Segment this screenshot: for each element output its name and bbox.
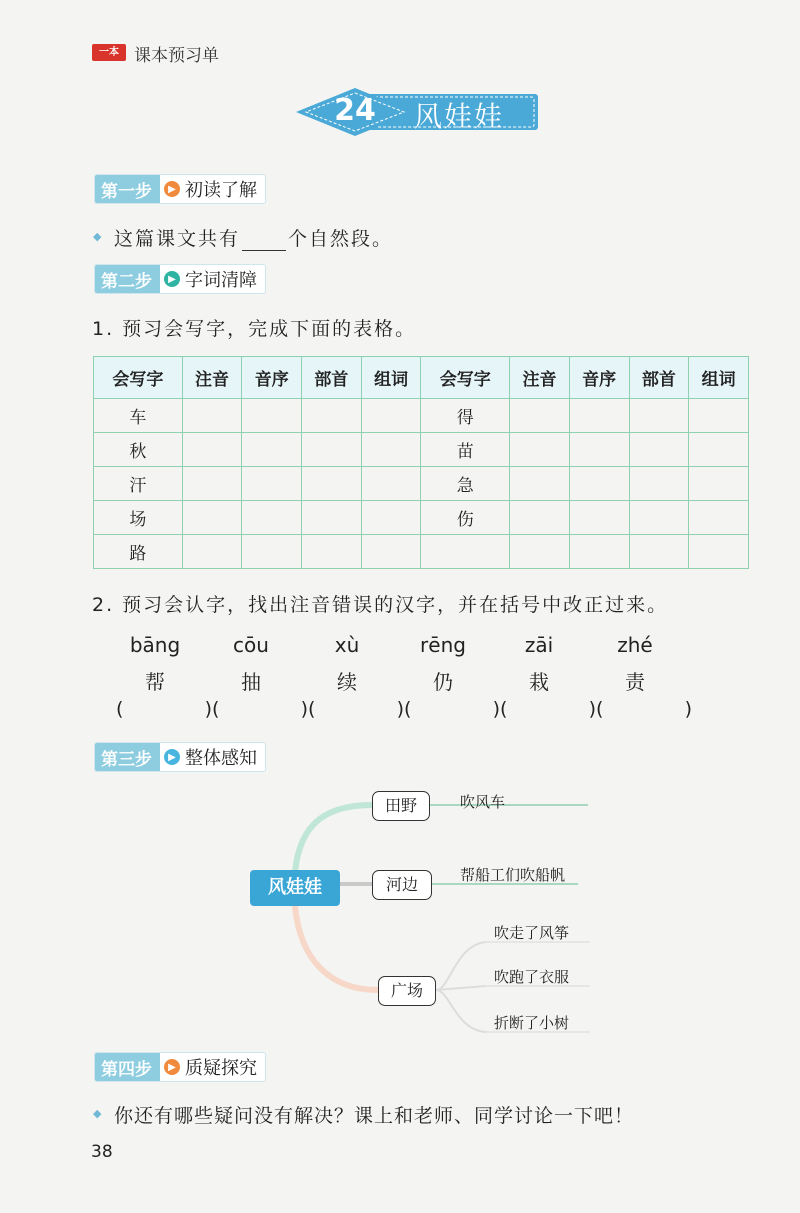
table-header: 组词 (361, 357, 421, 399)
hanzi-char: 抽 (241, 670, 261, 694)
mindmap-place: 田野 (372, 791, 430, 821)
paren-close: ) (204, 698, 212, 720)
step-4-label (94, 1052, 266, 1082)
pinyin-label: rēng (420, 633, 466, 657)
step-1-question-before: 这篇课文共有 (114, 228, 241, 250)
chevron-right-icon: ▶ (164, 271, 180, 287)
paren-open: ( (404, 698, 412, 720)
page-number: 38 (91, 1142, 113, 1162)
hanzi-char: 栽 (529, 670, 549, 694)
pinyin-label: zhé (617, 633, 653, 657)
mindmap-center: 风娃娃 (250, 870, 340, 906)
step-1-text: 初读了解 (185, 180, 257, 201)
mindmap-leaf: 吹风车 (460, 793, 506, 811)
table-cell-char: 路 (94, 535, 183, 569)
table-cell-char: 汗 (94, 467, 183, 501)
hanzi-char: 仍 (433, 670, 453, 694)
paren-open: ( (308, 698, 316, 720)
table-header: 部首 (302, 357, 362, 399)
paren-close: ) (492, 698, 500, 720)
paren-close: ) (684, 698, 692, 720)
table-header: 注音 (510, 357, 570, 399)
hanzi-char: 续 (337, 670, 357, 694)
step-3-name: 第三步 (95, 743, 160, 771)
pinyin-label: zāi (524, 633, 554, 657)
step-2-text: 字词清障 (185, 270, 257, 291)
question-2: 2. 预习会认字，找出注音错误的汉字，并在括号中改正过来。 (92, 594, 669, 616)
table-cell-char: 车 (94, 399, 183, 433)
table-header: 会写字 (421, 357, 510, 399)
table-header: 音序 (569, 357, 629, 399)
paren-close: ) (396, 698, 404, 720)
paren-open: ( (500, 698, 508, 720)
table-header: 会写字 (94, 357, 183, 399)
step-2-name: 第二步 (95, 265, 160, 293)
step-4-text: 质疑探究 (185, 1058, 257, 1079)
mindmap-place: 河边 (372, 870, 432, 900)
paren-open: ( (116, 698, 124, 720)
paren-open: ( (596, 698, 604, 720)
table-cell-char: 急 (421, 467, 510, 501)
step-4-question: 你还有哪些疑问没有解决？课上和老师、同学讨论一下吧！ (114, 1105, 635, 1127)
mindmap-leaf: 折断了小树 (494, 1014, 570, 1032)
lesson-number: 24 (334, 93, 376, 128)
lesson-title: 风娃娃 (414, 100, 505, 133)
step-1-name: 第一步 (95, 175, 160, 203)
diamond-bullet-icon: ◆ (93, 1107, 102, 1120)
table-header: 部首 (629, 357, 689, 399)
header-title: 课本预习单 (134, 46, 219, 66)
paren-open: ( (212, 698, 220, 720)
table-header: 音序 (242, 357, 302, 399)
pinyin-label: bāng (129, 633, 181, 657)
brand-tag: 一本 (92, 44, 126, 61)
table-cell-char: 伤 (421, 501, 510, 535)
mindmap-leaf: 吹走了风筝 (494, 924, 570, 942)
diamond-bullet-icon: ◆ (93, 230, 102, 243)
pinyin-label: cōu (233, 633, 269, 657)
table-cell-char: 场 (94, 501, 183, 535)
mindmap-place: 广场 (378, 976, 436, 1006)
pinyin-label: xù (334, 633, 360, 657)
paren-close: ) (300, 698, 308, 720)
hanzi-char: 责 (625, 670, 645, 694)
table-cell-char: 苗 (421, 433, 510, 467)
table-cell-char: 秋 (94, 433, 183, 467)
hanzi-char: 帮 (145, 670, 165, 694)
chevron-right-icon: ▶ (164, 1059, 180, 1075)
step-3-text: 整体感知 (185, 748, 257, 769)
mindmap-leaf: 吹跑了衣服 (494, 968, 570, 986)
mindmap-leaf: 帮船工们吹船帆 (460, 866, 566, 884)
table-header: 组词 (689, 357, 749, 399)
table-cell-char: 得 (421, 399, 510, 433)
paren-close: ) (588, 698, 596, 720)
chevron-right-icon: ▶ (164, 181, 180, 197)
step-4-name: 第四步 (95, 1053, 160, 1081)
chevron-right-icon: ▶ (164, 749, 180, 765)
question-1: 1. 预习会写字，完成下面的表格。 (92, 318, 417, 340)
table-header: 注音 (182, 357, 242, 399)
step-1-question-after: 个自然段。 (288, 228, 394, 250)
